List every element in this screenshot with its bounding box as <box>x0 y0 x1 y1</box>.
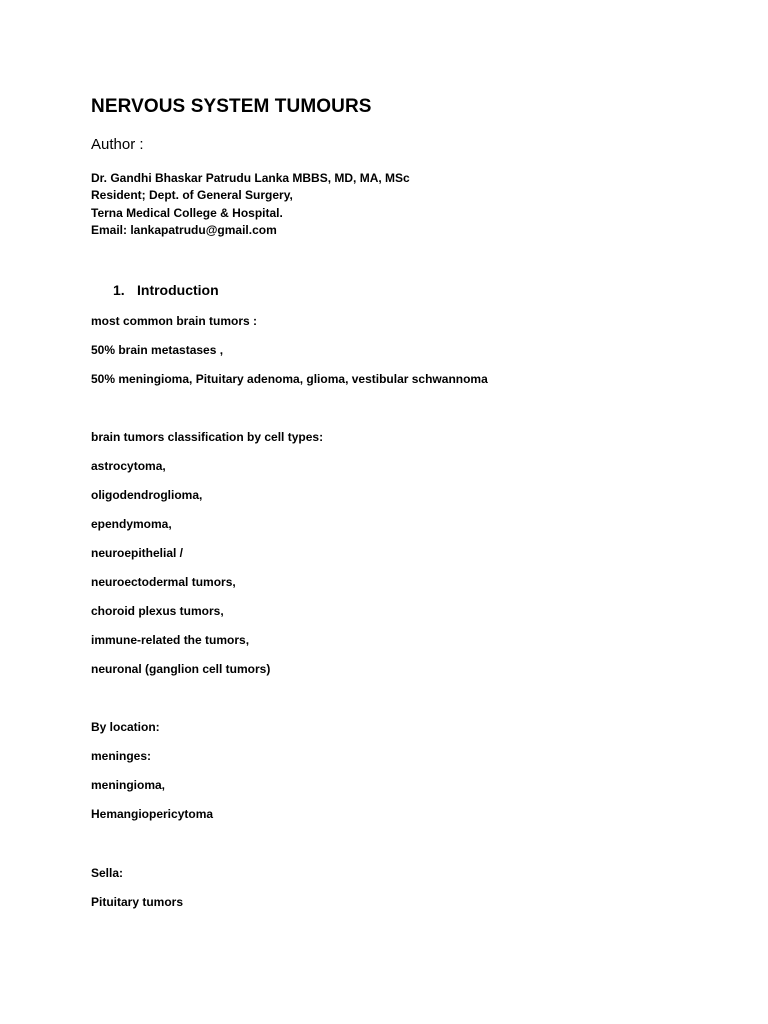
body-line: neuroepithelial / <box>91 546 184 560</box>
author-email: Email: lankapatrudu@gmail.com <box>91 222 277 237</box>
body-line: neuroectodermal tumors, <box>91 575 236 589</box>
body-line: By location: <box>91 720 160 734</box>
section-number: 1. <box>113 282 125 298</box>
body-line: Pituitary tumors <box>91 895 184 909</box>
author-block <box>91 170 410 239</box>
body-line: meningioma, <box>91 778 166 792</box>
body-line: Sella: <box>91 866 124 880</box>
body-line: ependymoma, <box>91 517 172 531</box>
body-line: Hemangiopericytoma <box>91 807 214 821</box>
document-title: NERVOUS SYSTEM TUMOURS <box>91 96 372 117</box>
author-label: Author : <box>91 136 144 153</box>
body-line: meninges: <box>91 749 152 763</box>
author-name: Dr. Gandhi Bhaskar Patrudu Lanka MBBS, MD, MA, MSc <box>91 171 410 185</box>
body-line: astrocytoma, <box>91 459 166 473</box>
body-line: oligodendroglioma, <box>91 488 203 502</box>
author-position: Resident; Dept. of General Surgery, <box>91 188 293 203</box>
body-line: choroid plexus tumors, <box>91 604 224 618</box>
body-line: neuronal (ganglion cell tumors) <box>91 662 271 676</box>
section-heading-introduction <box>113 282 219 298</box>
section-title: Introduction <box>137 282 219 298</box>
body-line: 50% meningioma, Pituitary adenoma, glioma, vestibular schwannoma <box>91 372 488 386</box>
body-line: immune-related the tumors, <box>91 633 250 647</box>
body-line: most common brain tumors : <box>91 314 258 328</box>
body-line: 50% brain metastases , <box>91 343 224 357</box>
body-line: brain tumors classification by cell types: <box>91 430 324 444</box>
author-institution: Terna Medical College & Hospital. <box>91 205 283 220</box>
